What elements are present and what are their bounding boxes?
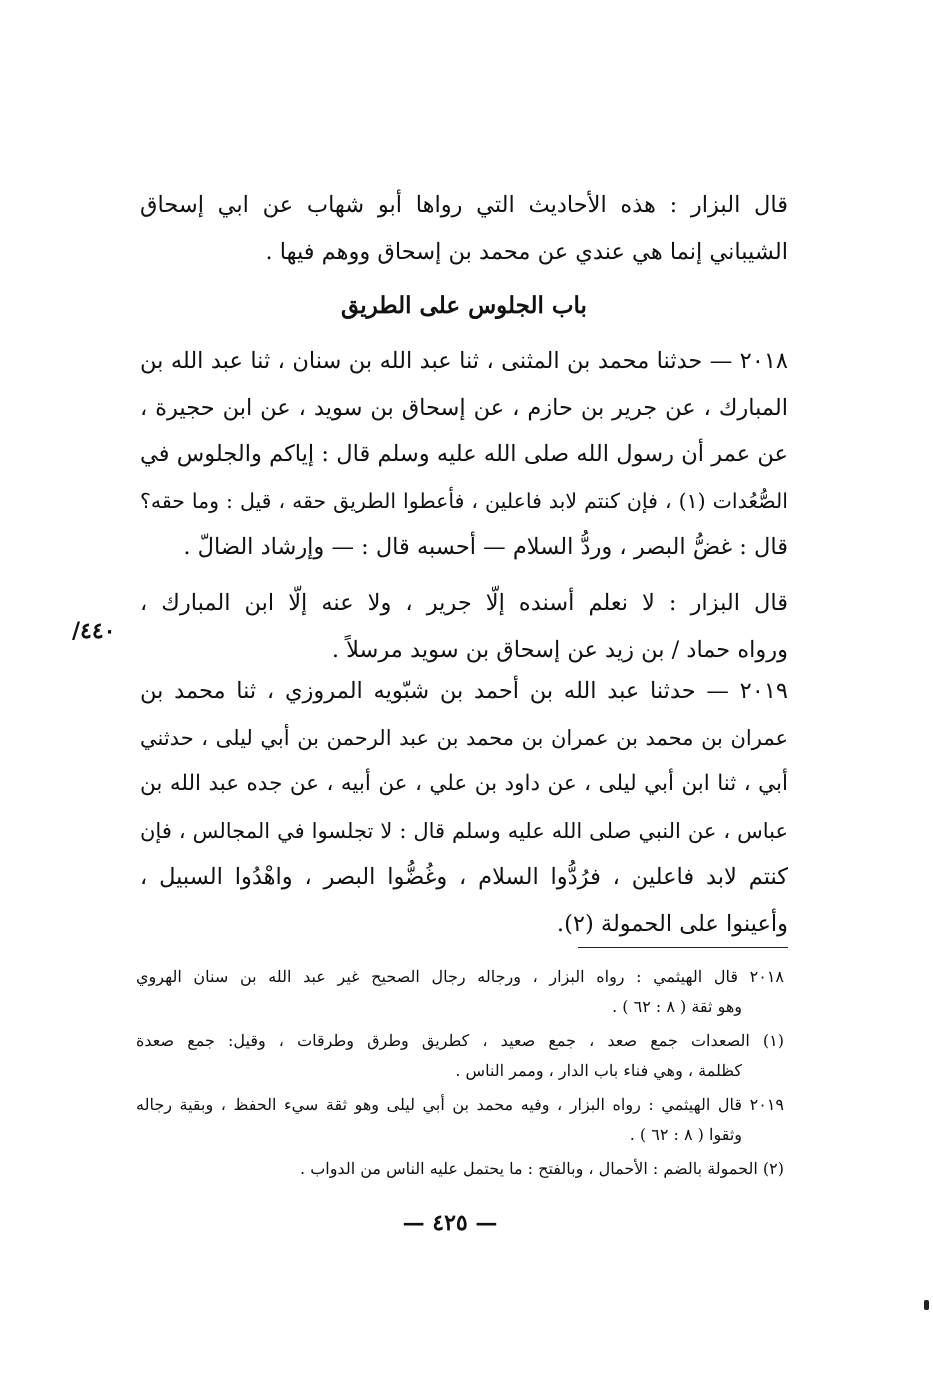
footnote-line: (١) الصعدات جمع صعد ، جمع صعيد ، كطريق وطرق وطرقات ، وقيل: جمع صعدة: [136, 1031, 784, 1050]
footnote-line: ٢٠١٨ قال الهيثمي : رواه البزار ، ورجاله رجال الصحيح غير عبد الله بن سنان الهروي: [136, 967, 784, 986]
bazzar-note-paragraph: [140, 580, 788, 673]
hadith-line: قال : غضُّ البصر ، وردُّ السلام — أحسبه قال : — وإرشاد الضالّ .: [183, 534, 788, 560]
page-number: — ٤٢٥ —: [402, 1210, 498, 1236]
footnote-line: وهو ثقة ( ٨ : ٦٢ ) .: [612, 997, 742, 1016]
hadith-line: أبي ، ثنا ابن أبي ليلى ، عن داود بن علي ، عن أبيه ، عن جده عبد الله بن: [140, 771, 788, 796]
footnote-line: (٢) الحمولة بالضم : الأحمال ، وبالفتح : ما يحتمل عليه الناس من الدواب .: [300, 1159, 784, 1178]
footnote-2019: [136, 1090, 784, 1150]
intro-paragraph: [140, 182, 788, 275]
footnote-line: وثقوا ( ٨ : ٦٢ ) .: [629, 1125, 742, 1144]
hadith-line: وأعينوا على الحمولة (٢).: [556, 910, 788, 937]
hadith-line: عمران بن محمد بن عمران بن محمد بن عبد الرحمن بن أبي ليلى ، حدثني: [140, 725, 788, 750]
section-heading: باب الجلوس على الطريق: [341, 292, 587, 319]
hadith-line: الصُّعُدات (١) ، فإن كنتم لابد فاعلين ، فأعطوا الطريق حقه ، قيل : وما حقه؟: [140, 488, 788, 513]
footnote-1: [136, 1026, 784, 1086]
hadith-line: عن عمر أن رسول الله صلى الله عليه وسلم قال : إياكم والجلوس في: [140, 441, 788, 467]
intro-line: قال البزار : هذه الأحاديث التي رواها أبو شهاب عن ابي إسحاق: [140, 192, 788, 218]
footnote-separator: [578, 947, 788, 948]
footnote-2: [136, 1154, 784, 1184]
hadith-line: كنتم لابد فاعلين ، فرُدُّوا السلام ، وغُضُّوا البصر ، واهْدُوا السبيل ،: [140, 864, 788, 890]
note-line: ورواه حماد / بن زيد عن إسحاق بن سويد مرسلاً .: [331, 636, 788, 663]
footnote-line: ٢٠١٩ قال الهيثمي : رواه البزار ، وفيه محمد بن أبي ليلى وهو ثقة سيء الحفظ ، وبقية رجاله: [136, 1095, 784, 1114]
hadith-line: عباس ، عن النبي صلى الله عليه وسلم قال : لا تجلسوا في المجالس ، فإن: [140, 818, 788, 843]
margin-manuscript-reference: ٤٤٠/: [72, 618, 116, 644]
footnotes-section: [136, 962, 784, 1188]
footnote-2018: [136, 962, 784, 1022]
hadith-line: ٢٠١٩ — حدثنا عبد الله بن أحمد بن شبّويه المروزي ، ثنا محمد بن: [140, 678, 788, 704]
intro-line: الشيباني إنما هي عندي عن محمد بن إسحاق ووهم فيها .: [265, 238, 788, 265]
hadith-2018-paragraph: [140, 338, 788, 571]
footnote-line: كظلمة ، وهي فناء باب الدار ، وممر الناس .: [455, 1061, 742, 1080]
hadith-2019-paragraph: [140, 668, 788, 947]
note-line: قال البزار : لا نعلم أسنده إلّا جرير ، ولا عنه إلّا ابن المبارك ،: [140, 590, 788, 616]
scan-speck: [924, 1300, 929, 1310]
hadith-line: المبارك ، عن جرير بن حازم ، عن إسحاق بن سويد ، عن ابن حجيرة ،: [140, 394, 788, 421]
hadith-line: ٢٠١٨ — حدثنا محمد بن المثنى ، ثنا عبد الله بن سنان ، ثنا عبد الله بن: [140, 348, 788, 374]
